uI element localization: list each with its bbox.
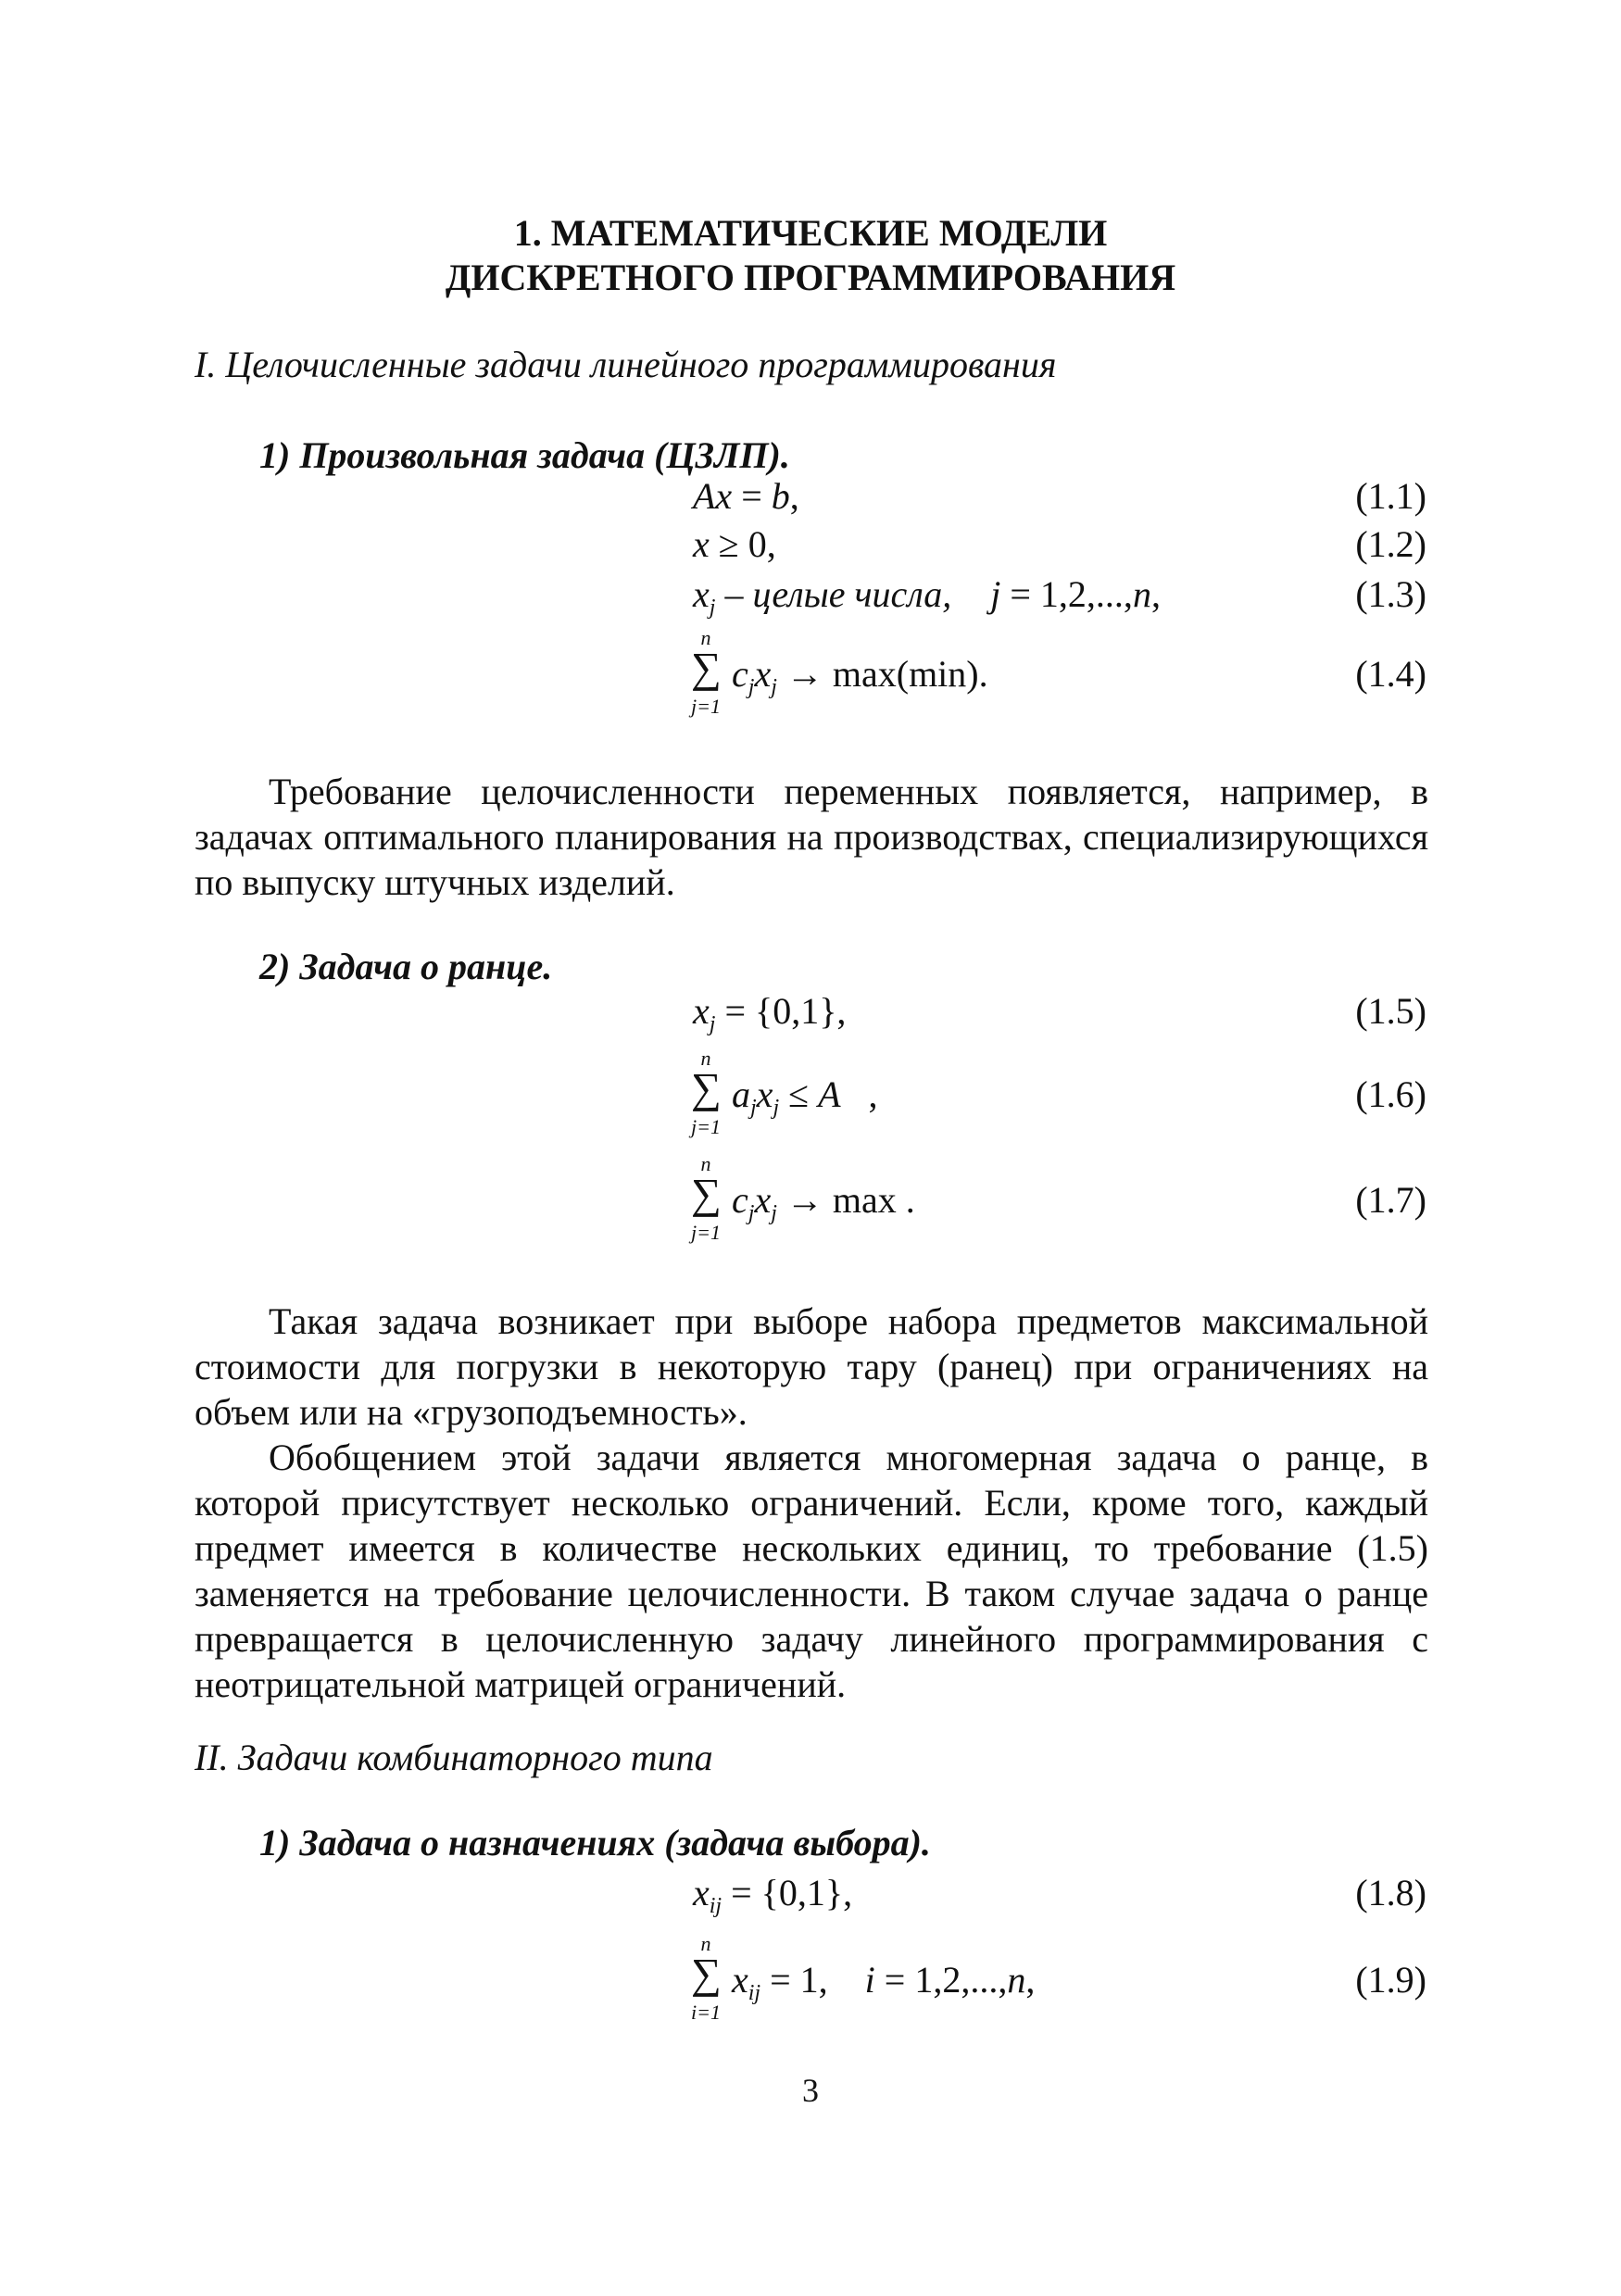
- subsection-heading-1-1: 1) Произвольная задача (ЦЗЛП).: [259, 434, 790, 476]
- equation-1-5: $x_j = \{0,1\}$,: [693, 990, 847, 1036]
- paragraph-integrality: Требование целочисленности переменных появляется, например, в задачах оптимального планирования на производствах, специализирующихся по выпуску штучных изделий.: [195, 771, 1428, 903]
- subsection-heading-2-1: 1) Задача о назначениях (задача выбора).: [259, 1822, 931, 1863]
- equation-number: (1.1): [1355, 475, 1426, 517]
- equation-number: (1.9): [1355, 1959, 1426, 2001]
- section-heading-2: II. Задачи комбинаторного типа: [195, 1737, 713, 1778]
- subsection-heading-1-2: 2) Задача о ранце.: [259, 946, 553, 987]
- equation-1-2: x ≥ 0,: [693, 523, 776, 565]
- equation-number: (1.5): [1355, 990, 1426, 1032]
- equation-number: (1.6): [1355, 1073, 1426, 1115]
- equation-number: (1.8): [1355, 1872, 1426, 1913]
- section-heading-1: I. Целочисленные задачи линейного программирования: [195, 344, 1057, 385]
- equation-1-1: Ax = b,: [693, 475, 799, 517]
- equation-number: (1.4): [1355, 653, 1426, 695]
- equation-number: (1.7): [1355, 1179, 1426, 1221]
- equation-1-3-text: – целые числа,: [724, 573, 952, 615]
- page-number: 3: [802, 2072, 819, 2109]
- equation-number: (1.2): [1355, 523, 1426, 565]
- equation-1-3: $x_j$ – целые числа, j = 1,2,...,n,: [693, 573, 1161, 620]
- chapter-title-line-2: ДИСКРЕТНОГО ПРОГРАММИРОВАНИЯ: [445, 257, 1176, 298]
- equation-number: (1.3): [1355, 573, 1426, 615]
- paragraph-knapsack: Такая задача возникает при выборе набора предметов максимальной стоимости для погрузки в некоторую тару (ранец) при ограничениях на объем или на «грузоподъемность». Обобщением этой задачи является многомерная задача о ранце, в которой присутствует несколько ограничений. Если, кроме того, каждый предмет имеется в количестве нескольких единиц, то требование (1.5) заменяется на требование целочисленности. В таком случае задача о ранце превращается в целочисленную задачу линейного программирования с неотрицательной матрицей ограничений.: [195, 1300, 1428, 1705]
- equation-1-8: $x_{ij} = \{0,1\}$,: [693, 1872, 853, 1918]
- chapter-title-line-1: 1. МАТЕМАТИЧЕСКИЕ МОДЕЛИ: [513, 212, 1108, 254]
